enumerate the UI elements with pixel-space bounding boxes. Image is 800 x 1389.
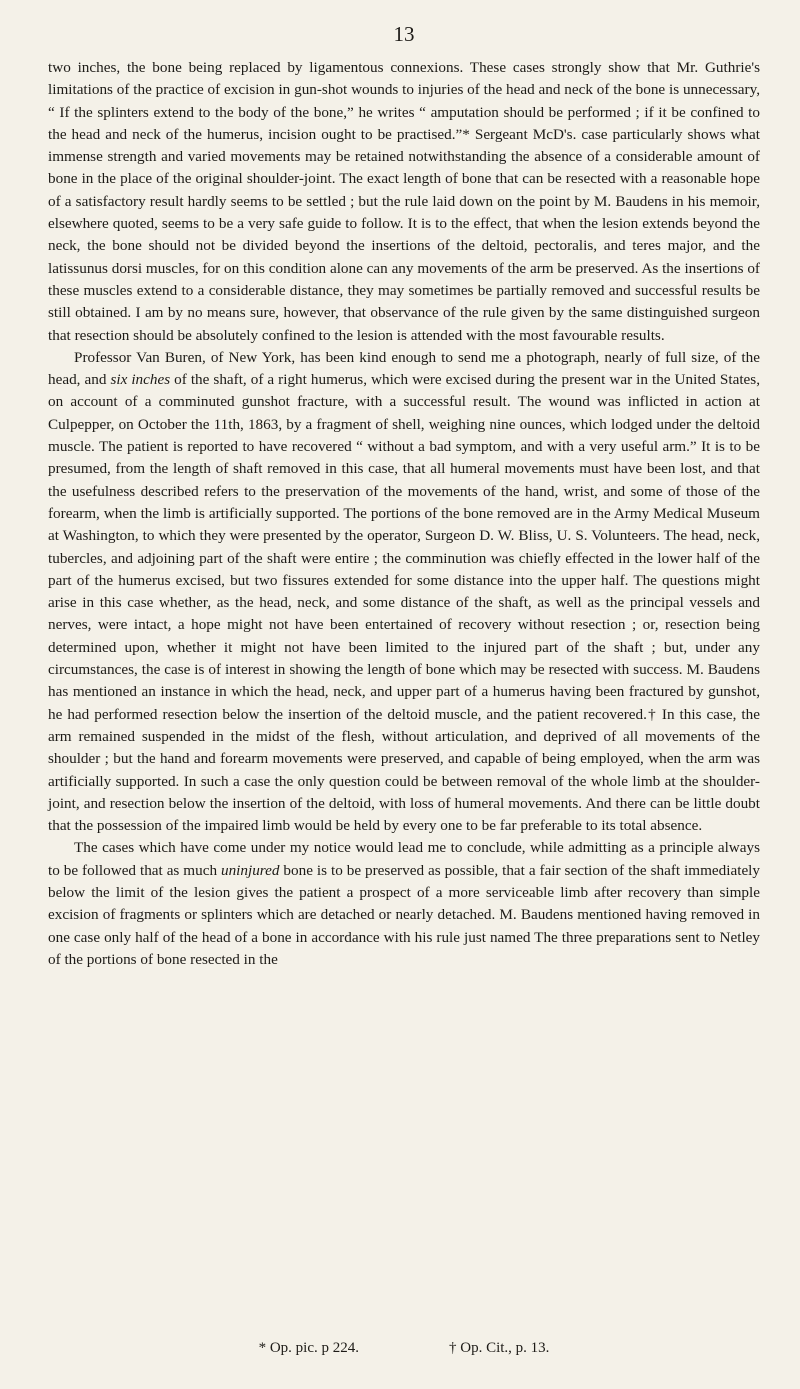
page-number: 13 — [393, 22, 415, 46]
body-text — [48, 57, 760, 971]
text-run: The cases which have come under my notice would lead me to conclude, while admitting as a principle always to be followed that as much — [48, 839, 760, 879]
footnote: † Op. Cit., p. 13. — [448, 1340, 550, 1356]
paragraph — [48, 57, 760, 347]
document-page — [48, 22, 760, 1372]
text-run: two inches, the bone being replaced by ligamentous connexions. These cases strongly show that Mr. Guthrie's limitations of the practice of excision in gun-shot wounds to injuries of the head and neck of the bone is unnecessary, “ If the splinters extend to the body of the bone,” he writes “ amputation should be performed ; if it be confined to the head and neck of the humerus, incision ought to be practised.”* Sergeant McD's. case particularly shows what immense strength and varied movements may be retained notwithstanding the absence of a considerable amount of bone in the place of the original shoulder-joint. The exact length of bone that can be resected with a reasonable hope of a satisfactory result hardly seems to be settled ; but the rule laid down on the point by M. Baudens in his memoir, elsewhere quoted, seems to be a very safe guide to follow. It is to the effect, that when the lesion extends beyond the neck, the bone should not be divided beyond the insertions of the deltoid, pectoralis, and teres major, and the latissunus dorsi muscles, for on this condition alone can any movements of the arm be preserved. As the insertions of these muscles extend to a considerable distance, they may sometimes be partially removed and successful results be still obtained. I am by no means sure, however, that observance of the rule given by the same distinguished surgeon that resection should be absolutely confined to the lesion is attended with the most favourable results. — [48, 59, 760, 344]
text-run: Professor Van Buren, of New York, has been kind enough to send me a photograph, nearly of full size, of the head, and — [48, 348, 760, 389]
footnote: * Op. pic. p 224. — [258, 1340, 359, 1356]
italic-text: six inches — [110, 371, 171, 389]
paragraph — [48, 347, 760, 838]
footnotes — [48, 1340, 760, 1357]
text-run: bone is to be preserved as possible, that a fair section of the shaft immediately below the limit of the lesion gives the patient a prospect of a more serviceable limb after recovery than simple excision of fragments or splinters which are detached or nearly detached. M. Baudens mentioned having removed in one case only half of the head of a bone in accordance with his rule just named The three preparations sent to Netley of the portions of bone resected in the — [48, 861, 760, 968]
paragraph — [48, 837, 760, 971]
text-run: of the shaft, of a right humerus, which were excised during the present war in the United States, on account of a comminuted gunshot fracture, with a successful result. The wound was inflicted in action at Culpepper, on October the 11th, 1863, by a fragment of shell, weighing nine ounces, which lodged under the deltoid muscle. The patient is reported to have recovered “ without a bad symptom, and with a very useful arm.” It is to be presumed, from the length of shaft removed in this case, that all humeral movements must have been lost, and that the usefulness described refers to the preservation of the movements of the hand, wrist, and some of those of the forearm, when the limb is artificially supported. The portions of the bone removed are in the Army Medical Museum at Washington, to which they were presented by the operator, Surgeon D. W. Bliss, U. S. Volunteers. The head, neck, tubercles, and adjoining part of the shaft were entire ; the comminution was chiefly effected in the lower half of the part of the humerus excised, but two fissures extended for some distance into the upper half. The questions might arise in this case whether, as the head, neck, and some distance of the shaft, as well as the principal vessels and nerves, were intact, a hope might not have been entertained of recovery without resection ; or, resection being determined upon, whether it might not have been limited to the injured part of the shaft ; but, under any circumstances, the case is of interest in showing the length of bone which may be resected with success. M. Baudens has mentioned an instance in which the head, neck, and upper part of a humerus having been fractured by gunshot, he had performed resection below the insertion of the deltoid muscle, and the patient recovered.† In this case, the arm remained suspended in the midst of the flesh, without articulation, and deprived of all movements of the shoulder ; but the hand and forearm movements were preserved, and capable of being employed, when the arm was artificially supported. In such a case the only question could be between removal of the whole limb at the shoulder-joint, and resection below the insertion of the deltoid, with loss of humeral movements. And there can be little doubt that the possession of the impaired limb would be held by every one to be far preferable to its total absence. — [48, 371, 760, 835]
italic-text: uninjured — [220, 861, 280, 879]
